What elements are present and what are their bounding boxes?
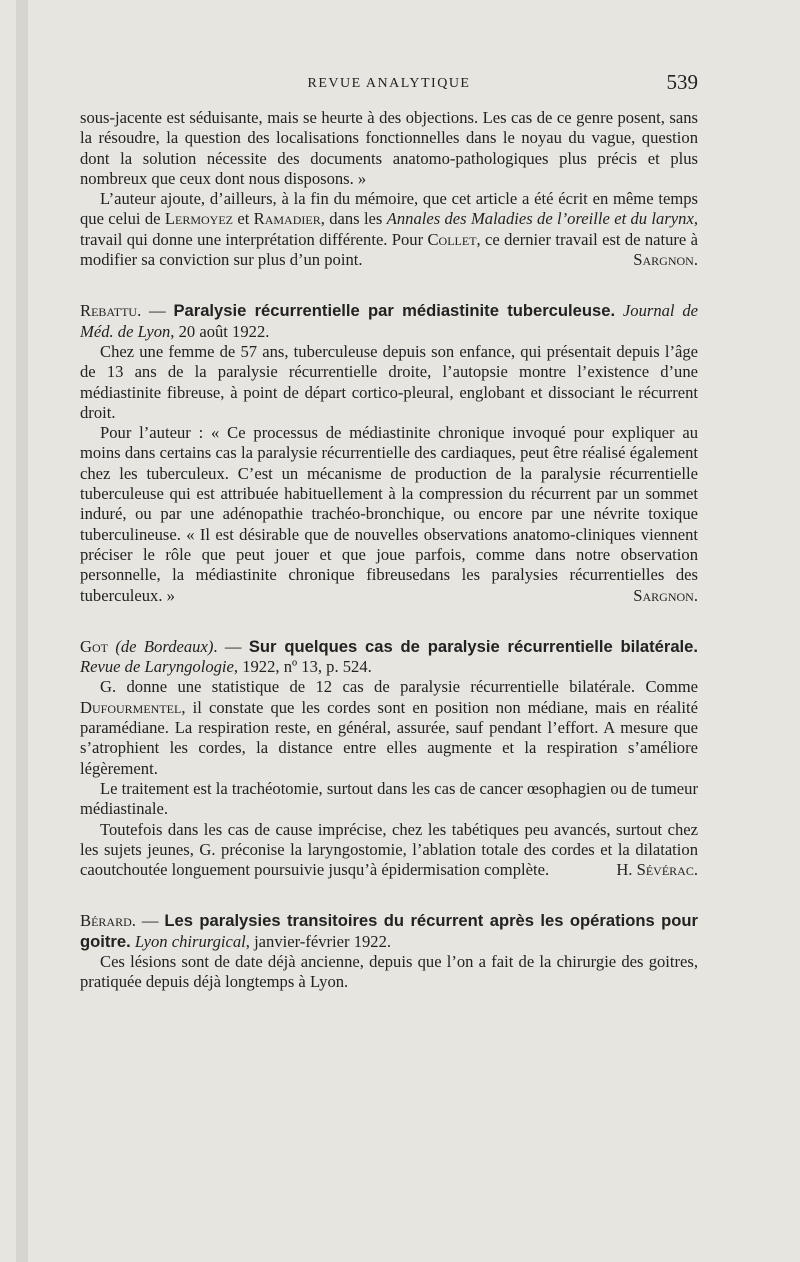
review-entry [80, 637, 698, 881]
author-place: (de Bordeaux) [107, 636, 214, 656]
article-title: Sur quelques cas de paralysie récurrentielle bilatérale. [248, 636, 698, 656]
running-title: REVUE ANALYTIQUE [307, 76, 471, 91]
reviewer-signature: Sargnon. [633, 250, 698, 270]
entry-heading: Bérard. — Les paralysies transitoires du récurrent après les opérations pour goitre. Lyon chirurgical, janvier-février 1922. [80, 911, 698, 951]
body-text [80, 108, 698, 993]
author-name: Dufourmentel [80, 697, 182, 717]
entry-heading: Got (de Bordeaux). — Sur quelques cas de paralysie récurrentielle bilatérale. Revue de Laryngologie, 1922, nº 13, p. 524. [80, 636, 698, 677]
author-name: Ramadier [253, 209, 321, 229]
author-name: Lermoyez [164, 209, 233, 229]
author-name: Collet [427, 229, 477, 249]
paragraph: Chez une femme de 57 ans, tuberculeuse depuis son enfance, qui présentait depuis l’âge de 13 ans de la paralysie récurrentielle droite, l’autopsie montre l’existence d’une médiastinite fibreuse, à point de départ cortico-pleural, englobant et dissociant le récurrent droit. [80, 341, 698, 422]
paragraph: Ces lésions sont de date déjà ancienne, depuis que l’on a fait de la chirurgie des goitres, pratiquée depuis déjà longtemps à Lyon. [80, 951, 698, 992]
paragraph: sous-jacente est séduisante, mais se heurte à des objections. Les cas de ce genre posent, sans la résoudre, la question des localisations fonctionnelles dans le noyau du vague, question dont la solution nécessite des documents anatomo-pathologiques plus précis et plus nombreux que ceux dont nous disposons. » [80, 108, 698, 188]
author-name: Got [80, 636, 108, 656]
author-name: Rebattu [80, 301, 138, 321]
paragraph: Toutefois dans les cas de cause imprécise, chez les tabétiques peu avancés, surtout chez les sujets jeunes, G. préconise la laryngostomie, l’ablation totale des cordes et la dilatation caoutchoutée longuement poursuivie jusqu’à épidermisation complète. H. Sévérac. [80, 819, 698, 880]
article-title: Paralysie récurrentielle par médiastinite tuberculeuse. [173, 301, 616, 321]
journal-title: Revue de Laryngologie [80, 657, 234, 677]
paragraph: G. donne une statistique de 12 cas de paralysie récurrentielle bilatérale. Comme Dufourmentel, il constate que les cordes sont en position non médiane, mais en réalité paramédiane. La respiration reste, en général, assurée, sauf pendant l’effort. A mesure que s’atrophient les cordes, la distance entre elles augmente et la respiration s’améliore légèrement. [80, 677, 698, 778]
reviewer-signature: Sargnon. [633, 585, 698, 605]
review-entry [80, 301, 698, 605]
page-number: 539 [666, 70, 698, 94]
paragraph: Le traitement est la trachéotomie, surtout dans les cas de cancer œsophagien ou de tumeur médiastinale. [80, 778, 698, 819]
journal-title: Lyon chirurgical [134, 931, 246, 951]
paragraph: Pour l’auteur : « Ce processus de médiastinite chronique invoqué pour expliquer au moins dans certains cas la paralysie récurrentielle des cardiaques, peut être réalisé également chez les tuberculeux. C’est un mécanisme de production de la paralysie récurrentielle tuberculeuse qui est attribuée habituellement à la compression du récurrent par un sommet induré, ou par une adénopathie trachéo-bronchique, ou encore par une névrite toxique tuberculineuse. « Il est désirable que de nouvelles observations anatomo-cliniques viennent préciser le rôle que peut jouer et que joue parfois, comme dans notre observation personnelle, la médiastinite chronique fibreusedans les paralysies récurrentielles des tuberculeux. » Sargnon. [80, 423, 698, 605]
entry-heading: Rebattu. — Paralysie récurrentielle par médiastinite tuberculeuse. Journal de Méd. de Lyon, 20 août 1922. [80, 301, 698, 341]
paragraph: L’auteur ajoute, d’ailleurs, à la fin du mémoire, que cet article a été écrit en même temps que celui de Lermoyez et Ramadier, dans les Annales des Maladies de l’oreille et du larynx, travail qui donne une interprétation différente. Pour Collet, ce dernier travail est de nature à modifier sa conviction sur plus d’un point. Sargnon. [80, 189, 698, 270]
page-header [80, 70, 698, 96]
reviewer-signature: H. Sévérac. [616, 860, 698, 880]
author-name: Bérard [80, 911, 132, 931]
binding-edge [16, 0, 28, 1262]
article-title: Les paralysies transitoires du récurrent après les opérations pour goitre. [80, 911, 698, 951]
journal-title: Journal de Méd. de Lyon [80, 301, 698, 341]
journal-title: Annales des Maladies de l’oreille et du larynx [386, 209, 694, 229]
review-entry [80, 911, 698, 992]
